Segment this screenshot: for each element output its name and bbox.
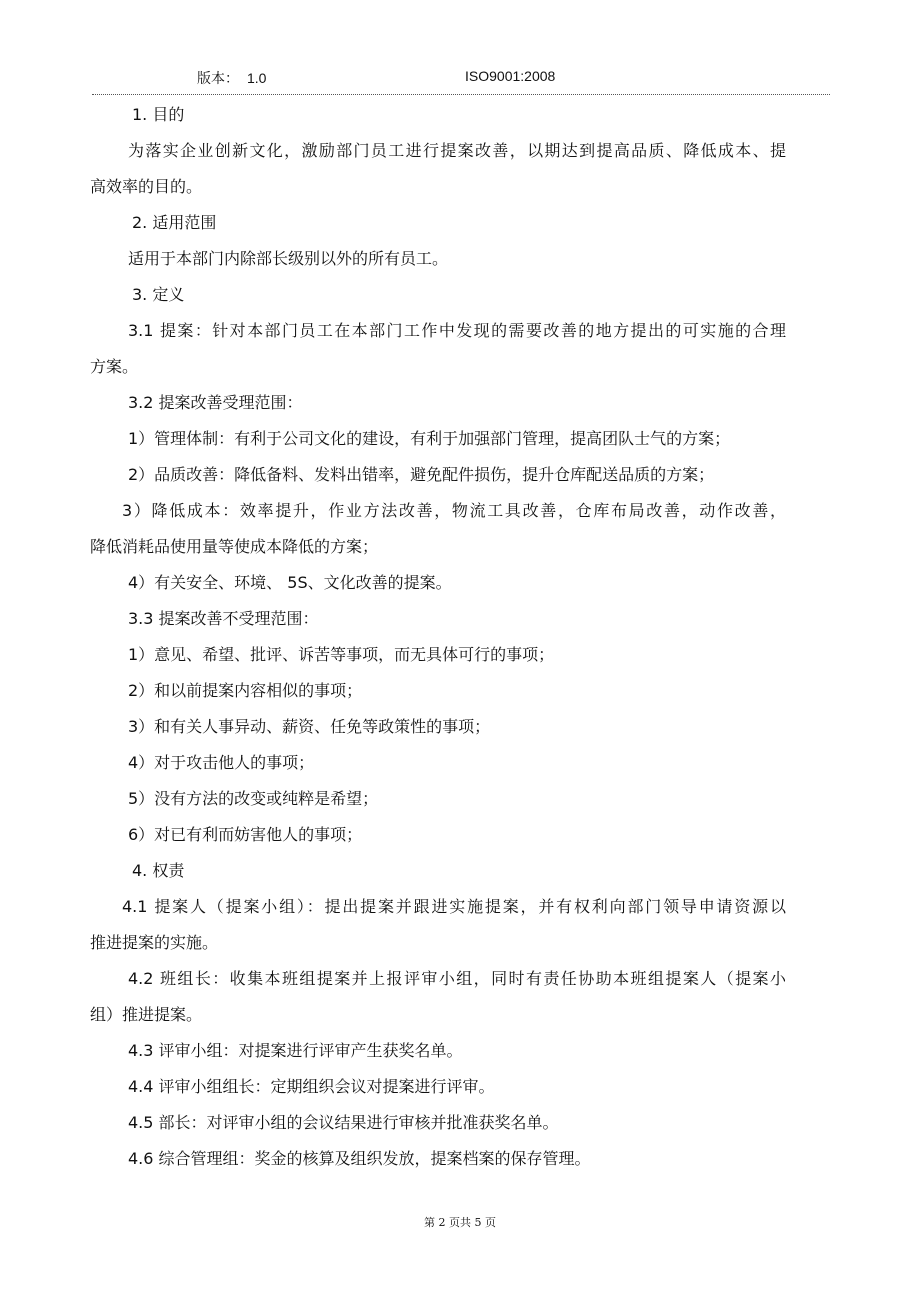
section-2-title: 2. 适用范围 xyxy=(132,213,217,232)
section-3-title: 3. 定义 xyxy=(132,285,185,304)
definition-3-3-title: 3.3 提案改善不受理范围： xyxy=(128,609,319,628)
responsibility-4-1-line-2: 推进提案的实施。 xyxy=(90,933,219,952)
responsibility-4-6: 4.6 综合管理组：奖金的核算及组织发放，提案档案的保存管理。 xyxy=(128,1149,591,1168)
definition-3-1-line-1: 3.1 提案：针对本部门员工在本部门工作中发现的需要改善的地方提出的可实施的合理 xyxy=(128,321,786,340)
responsibility-4-2-line-1: 4.2 班组长：收集本班组提案并上报评审小组，同时有责任协助本班组提案人（提案小 xyxy=(128,969,786,988)
definition-3-2-title: 3.2 提案改善受理范围： xyxy=(128,393,303,412)
definition-3-2-item-3-line-2: 降低消耗品使用量等使成本降低的方案； xyxy=(90,537,379,556)
definition-3-3-item-2: 2）和以前提案内容相似的事项； xyxy=(128,681,363,700)
definition-3-3-item-6: 6）对已有利而妨害他人的事项； xyxy=(128,825,363,844)
definition-3-2-item-1: 1）管理体制：有利于公司文化的建设，有利于加强部门管理，提高团队士气的方案； xyxy=(128,429,731,448)
definition-3-2-item-2: 2）品质改善：降低备料、发料出错率，避免配件损伤，提升仓库配送品质的方案； xyxy=(128,465,715,484)
section-2-paragraph: 适用于本部门内除部长级别以外的所有员工。 xyxy=(128,249,449,268)
section-1-paragraph-line-2: 高效率的目的。 xyxy=(90,177,203,196)
header-version-label: 版本： xyxy=(197,71,239,87)
definition-3-2-item-4: 4）有关安全、环境、 5S、文化改善的提案。 xyxy=(128,573,452,592)
responsibility-4-5: 4.5 部长：对评审小组的会议结果进行审核并批准获奖名单。 xyxy=(128,1113,559,1132)
header-standard: ISO9001:2008 xyxy=(465,68,556,84)
definition-3-3-item-4: 4）对于攻击他人的事项； xyxy=(128,753,315,772)
page-header xyxy=(92,64,830,95)
responsibility-4-2-line-2: 组）推进提案。 xyxy=(90,1005,203,1024)
section-1-paragraph-line-1: 为落实企业创新文化，激励部门员工进行提案改善，以期达到提高品质、降低成本、提 xyxy=(128,141,786,160)
section-4-title: 4. 权责 xyxy=(132,861,185,880)
responsibility-4-4: 4.4 评审小组组长：定期组织会议对提案进行评审。 xyxy=(128,1077,495,1096)
definition-3-2-item-3-line-1: 3）降低成本：效率提升，作业方法改善，物流工具改善，仓库布局改善，动作改善， xyxy=(122,501,786,520)
header-version xyxy=(197,68,266,88)
definition-3-1-line-2: 方案。 xyxy=(90,357,139,376)
definition-3-3-item-3: 3）和有关人事异动、薪资、任免等政策性的事项； xyxy=(128,717,491,736)
definition-3-3-item-1: 1）意见、希望、批评、诉苦等事项，而无具体可行的事项； xyxy=(128,645,555,664)
header-version-value: 1.0 xyxy=(247,70,267,86)
definition-3-3-item-5: 5）没有方法的改变或纯粹是希望； xyxy=(128,789,379,808)
responsibility-4-3: 4.3 评审小组：对提案进行评审产生获奖名单。 xyxy=(128,1041,463,1060)
responsibility-4-1-line-1: 4.1 提案人（提案小组）：提出提案并跟进实施提案，并有权利向部门领导申请资源以 xyxy=(122,897,786,916)
page-footer: 第 2 页共 5 页 xyxy=(424,1216,496,1229)
section-1-title: 1. 目的 xyxy=(132,105,185,124)
